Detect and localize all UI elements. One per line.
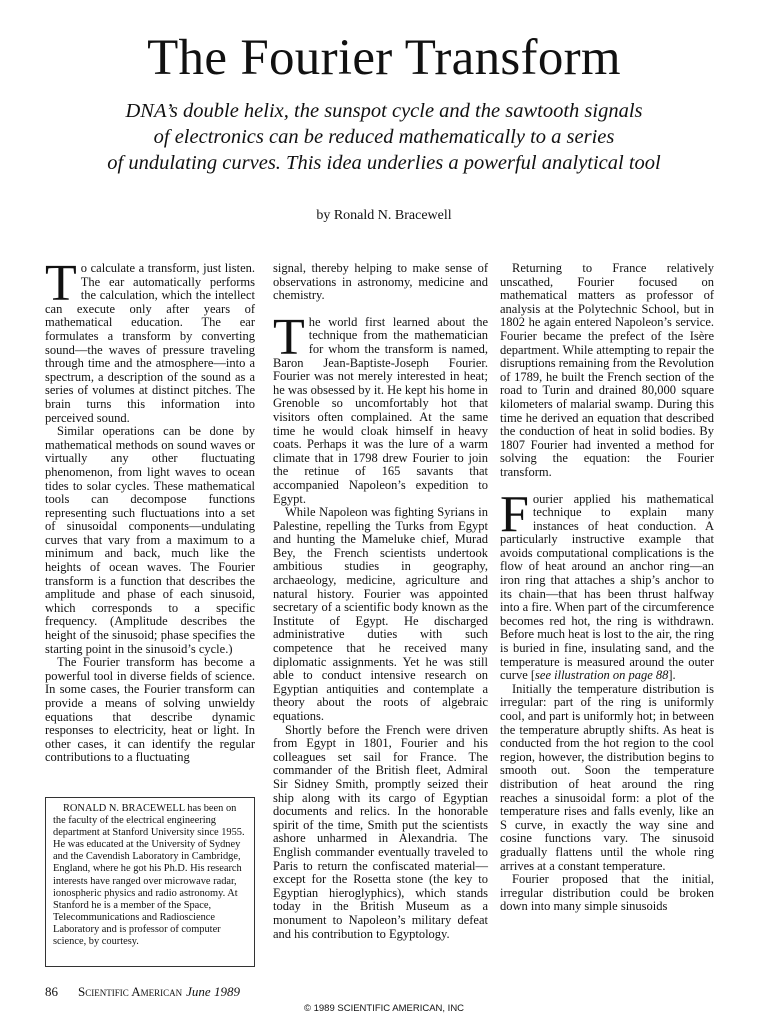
author-bio-box [45,797,255,967]
drop-cap: T [45,255,77,312]
figure-reference: see illustration on page 88 [535,668,669,683]
paragraph-text: ourier applied his mathematical technique to explain many instances of heat conduction. A particularly instructive example that avoids computational complications is the flow of heat around an anchor ring—an iron ring that attaches a ship’s anchor to its chain—that has been thrust halfway into a fire. When part of the circumference becomes red hot, the ring is withdrawn. Before much heat is lost to the air, the ring is buried in fine, insulating sand, and the temperature is measured around the outer curve [ [500,491,714,683]
paragraph [45,255,255,425]
paragraph: Initially the temperature distribution is irregular: part of the ring is uniformly cool, and part is uniformly hot; in between the temperature abruptly shifts. As heat is conducted from the hot region to the cool region, however, the distribution begins to smooth out. Soon the temperature distribution of heat around the ring reaches a sinusoidal form: a plot of the temperature rises and falls evenly, like an S curve, in exactly the way sine and cosine functions vary. The sinusoid gradually flattens until the whole ring arrives at a constant temperature. [500,681,714,873]
column-1 [45,255,255,765]
paragraph: signal, thereby helping to make sense of observations in astronomy, medicine and chemistry. [273,261,488,303]
subtitle-line: of electronics can be reduced mathematically to a series [153,126,615,148]
article-subtitle [40,98,728,176]
page-number: 86 [45,984,58,999]
paragraph-text: o calculate a transform, just listen. The ear automatically performs the calculation, which the intellect can execute only after years of mathematical education. The ear formulates a transform by converting sound—the waves of pressure traveling through time and the atmosphere—into a spectrum, a description of the sound as a series of volumes at distinct pitches. The brain turns this information into perceived sound. [45,261,255,425]
paragraph-text: he world first learned about the technique from the mathematician for whom the transform is named, Baron Jean-Baptiste-Joseph Fourier. Fourier was not merely interested in heat; he was obsessed by it. He kept his home in Grenoble so uncomfortably hot that visitors often complained. At the same time he would cloak himself in heavy coats. Perhaps it was the lure of a warm climate that in 1798 drew Fourier to join the retinue of 165 savants that accompanied Napoleon’s expedition to Egypt. [273,314,488,506]
page-footer [45,984,240,1000]
paragraph [500,485,714,683]
paragraph: While Napoleon was fighting Syrians in Palestine, repelling the Turks from Egypt and hunting the Mameluke chief, Murad Bey, the French scientists undertook ambitious studies in geography, archaeology, medicine, agriculture and natural history. Fourier was appointed secretary of a scientific body known as the Institute of Egypt. He discharged administrative duties with such competence that he received many diplomatic assignments. Yet he was still able to conduct intensive research on Egyptian antiquities and contemplate a theory about the roots of algebraic equations. [273,505,488,723]
drop-cap: T [273,308,305,366]
paragraph-text: ]. [668,668,676,683]
paragraph: Returning to France relatively unscathed, Fourier focused on mathematical matters as professor of analysis at the Polytechnic School, but in 1802 he again entered Napoleon’s service. Fourier became the prefect of the Isère department. While attempting to repair the disruptions remaining from the Revolution of 1789, he built the French section of the road to Turin and drained 80,000 square kilometers of malarial swamp. During this time he derived an equation that described the conduction of heat in solid bodies. By 1807 Fourier had invented a method for solving the equation: the Fourier transform. [500,261,714,479]
drop-cap: F [500,485,529,543]
byline: by Ronald N. Bracewell [316,208,452,223]
column-2 [273,262,488,941]
paragraph: The Fourier transform has become a powerful tool in diverse fields of science. In some cases, the Fourier transform can provide a means of solving unwieldy equations that describe dynamic responses to electricity, heat or light. In other cases, it can identify the regular contributions to a fluctuating [45,655,255,765]
copyright-notice: © 1989 SCIENTIFIC AMERICAN, INC [303,1003,465,1014]
author-bio: RONALD N. BRACEWELL has been on the faculty of the electrical engineering department at Stanford University since 1955. He was educated at the University of Sydney and the Cavendish Laboratory in Cambridge, England, where he got his Ph.D. His research interests have ranged over microwave radar, ionospheric physics and radio astronomy. At Stanford he is a member of the Space, Telecommunications and Radioscience Laboratory and is professor of computer science, by courtesy. [53,803,245,948]
article-title: The Fourier Transform [147,30,621,86]
paragraph: Shortly before the French were driven from Egypt in 1801, Fourier and his colleagues set sail for France. The commander of the British fleet, Admiral Sir Sidney Smith, promptly seized their ship along with its cargo of Egyptian documents and relics. In the honorable spirit of the time, Smith put the scientists ashore unharmed in Alexandria. The English commander eventually traveled to Paris to return the confiscated material—except for the Rosetta stone (the key to Egyptian hieroglyphics), which stands today in the British Museum as a monument to Napoleon’s military defeat and his contribution to Egyptology. [273,722,488,941]
subtitle-line: DNA’s double helix, the sunspot cycle and the sawtooth signals [125,100,643,122]
paragraph: Fourier proposed that the initial, irregular distribution could be broken down into many simple sinusoids [500,872,714,914]
column-3 [500,262,714,914]
issue-date: June 1989 [186,984,240,999]
magazine-name: Scientific American [78,984,183,999]
subtitle-line: of undulating curves. This idea underlies a powerful analytical tool [107,152,661,174]
paragraph [273,308,488,506]
paragraph: Similar operations can be done by mathematical methods on sound waves or virtually any other fluctuating phenomenon, from light waves to ocean tides to solar cycles. These mathematical tools can decompose functions representing such fluctuations into a set of sinusoidal components—undulating curves that vary from a maximum to a minimum and back, much like the heights of ocean waves. The Fourier transform is a function that describes the amplitude and phase of each sinusoid, which corresponds to a specific frequency. (Amplitude describes the height of the sinusoid; phase specifies the starting point in the sinusoid’s cycle.) [45,424,255,656]
